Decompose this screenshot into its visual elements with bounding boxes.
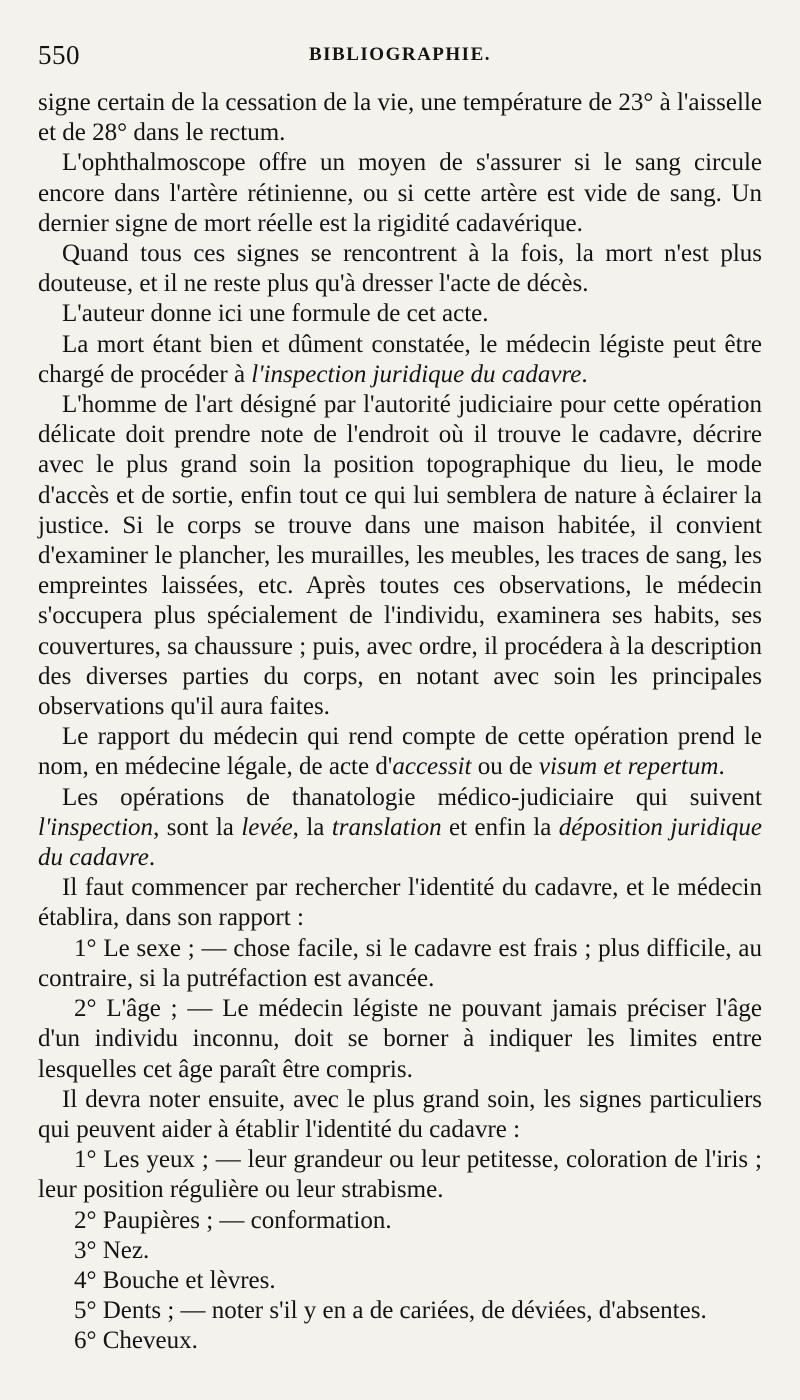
italic-term: levée (241, 813, 293, 841)
list-item: 6° Cheveux. (74, 1327, 198, 1355)
italic-term: déposition juridique du cadavre (38, 813, 763, 872)
list-item: 1° Les yeux ; — leur grandeur ou leur petitesse, coloration de l'iris ; leur position régulière ou leur strabisme. (38, 1146, 762, 1204)
paragraph-signs-particular: Il devra noter ensuite, avec le plus grand soin, les signes particuliers qui peuvent aider à établir l'identité du cadavre : (38, 1085, 762, 1143)
page-number: 550 (38, 40, 80, 70)
paragraph-signs: Quand tous ces signes se rencontrent à la fois, la mort n'est plus douteuse, et il ne reste plus qu'à dresser l'acte de décès. (38, 240, 762, 298)
paragraph-inspection: La mort étant bien et dûment constatée, le médecin légiste peut être chargé de procéder à l'inspection juridique du cadavre. (38, 330, 762, 388)
paragraph-procedure: L'homme de l'art désigné par l'autorité judiciaire pour cette opération délicate doit prendre note de l'endroit où il trouve le cadavre, décrire avec le plus grand soin la position topographique du lieu, le mode d'accès et de sortie, enfin tout ce qui lui semblera de nature à éclairer la justice. Si le corps se trouve dans une maison habitée, il convient d'examiner le plancher, les murailles, les meubles, les traces de sang, les empreintes laissées, etc. Après toutes ces observations, le médecin s'occupera plus spécialement de l'individu, examinera ses habits, ses couvertures, sa chaussure ; puis, avec ordre, il procédera à la description des diverses parties du corps, en notant avec soin les principales observations qu'il aura faites. (38, 391, 762, 721)
page-header (38, 40, 762, 80)
paragraph-ophthalmoscope: L'ophthalmoscope offre un moyen de s'assurer si le sang circule encore dans l'artère rétinienne, ou si cette artère est vide de sang. Un dernier signe de mort réelle est la rigidité cadavérique. (38, 149, 762, 237)
italic-term: visum et repertum (538, 753, 719, 781)
italic-term: accessit (392, 753, 472, 781)
list-item: 3° Nez. (74, 1236, 150, 1264)
paragraph-identity: Il faut commencer par rechercher l'identité du cadavre, et le médecin établira, dans son rapport : (38, 874, 762, 932)
running-head: BIBLIOGRAPHIE. (308, 44, 491, 65)
paragraph-operations: Les opérations de thanatologie médico-judiciaire qui suivent l'inspection, sont la levée, la translation et enfin la déposition juridique du cadavre. (38, 783, 763, 872)
list-item: 5° Dents ; — noter s'il y en a de cariées, de déviées, d'absentes. (74, 1297, 707, 1325)
list-item: 4° Bouche et lèvres. (74, 1266, 276, 1294)
list-item: 2° Paupières ; — conformation. (74, 1206, 392, 1234)
paragraph-report: Le rapport du médecin qui rend compte de cette opération prend le nom, en médecine légale, de acte d'accessit ou de visum et repertum. (38, 723, 762, 781)
italic-term: translation (331, 813, 442, 841)
list-item: 2° L'âge ; — Le médecin légiste ne pouvant jamais préciser l'âge d'un individu inconnu, doit se borner à indiquer les limites entre lesquelles cet âge paraît être compris. (38, 995, 762, 1083)
italic-term: l'inspection (38, 813, 154, 841)
italic-term: l'inspection juridique du cadavre (251, 360, 582, 388)
paragraph-continuation: signe certain de la cessation de la vie, une température de 23° à l'aisselle et de 28° dans le rectum. (38, 89, 762, 147)
list-item: 1° Le sexe ; — chose facile, si le cadavre est frais ; plus difficile, au contraire, si la putréfaction est avancée. (38, 934, 762, 992)
paragraph-formula: L'auteur donne ici une formule de cet acte. (62, 300, 489, 328)
body-text (38, 88, 762, 1357)
